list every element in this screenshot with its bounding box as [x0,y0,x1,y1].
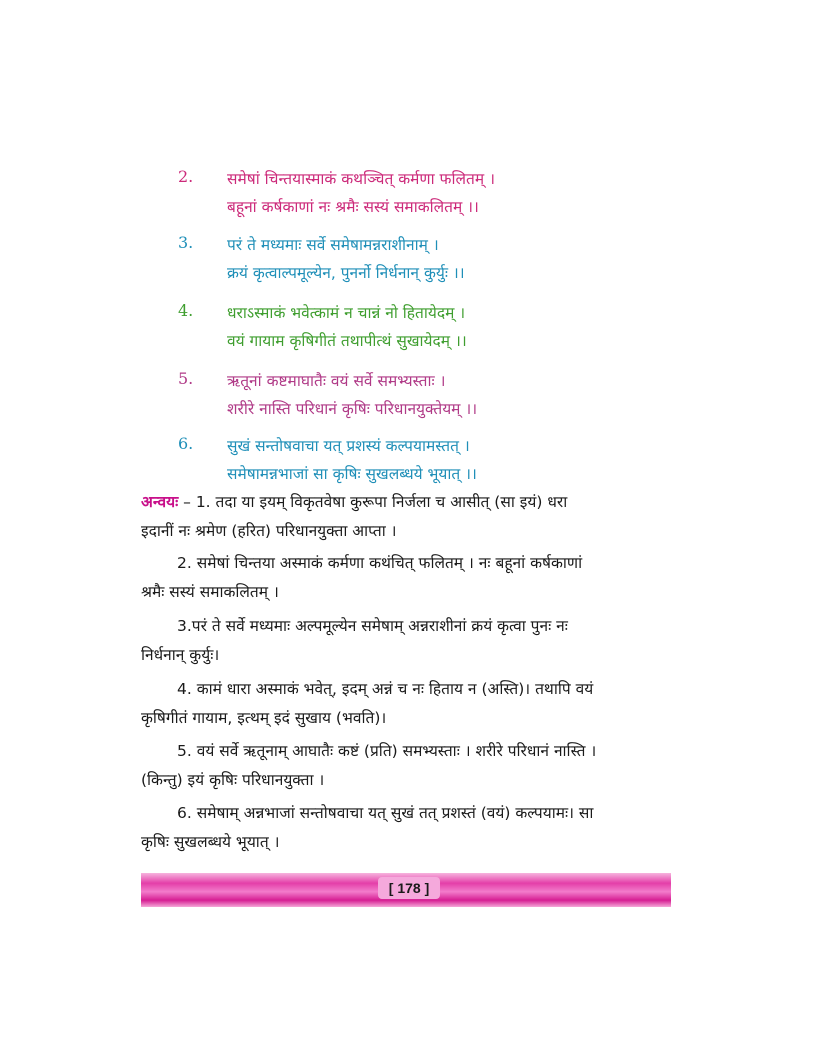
verse-number: 6. [178,434,194,453]
anvaya-paragraph-4 [141,675,673,733]
anvaya-text: 5. वयं सर्वे ऋतूनाम् आघातैः कष्टं (प्रति) समभ्यस्ताः । शरीरे परिधानं नास्ति । [177,742,597,760]
anvaya-paragraph-6 [141,799,673,857]
verse-line: ऋतूनां कष्टमाघातैः वयं सर्वे समभ्यस्ताः । [227,372,446,390]
verse-line: सुखं सन्तोषवाचा यत् प्रशस्यं कल्पयामस्तत् । [227,437,470,455]
anvaya-label: अन्वयः [141,493,179,511]
anvaya-text: 6. समेषाम् अन्नभाजां सन्तोषवाचा यत् सुखं तत् प्रशस्तं (वयं) कल्पयामः। सा [177,804,594,822]
verse-line: वयं गायाम कृषिगीतं तथापीत्थं सुखायेदम् ।। [227,332,467,350]
verse-line: शरीरे नास्ति परिधानं कृषिः परिधानयुक्तेयम् ।। [227,400,478,418]
verse-line: क्रयं कृत्वाल्पमूल्येन, पुनर्नो निर्धनान् कुर्युः ।। [227,264,465,282]
verse-number: 4. [178,301,194,320]
anvaya-text: कृषिगीतं गायाम, इत्थम् इदं सुखाय (भवति)। [141,709,387,727]
verse-number: 5. [178,369,194,388]
anvaya-text: 4. कामं धारा अस्माकं भवेत्, इदम् अन्नं च नः हिताय न (अस्ति)। तथापि वयं [177,680,594,698]
anvaya-text: कृषिः सुखलब्धये भूयात् । [141,833,280,851]
anvaya-text: 3.परं ते सर्वे मध्यमाः अल्पमूल्येन समेषाम् अन्नराशीनां क्रयं कृत्वा पुनः नः [177,617,568,635]
verse-number: 3. [178,233,194,252]
anvaya-paragraph-3 [141,612,673,670]
page-number: [ 178 ] [378,877,440,899]
anvaya-paragraph-5 [141,737,673,795]
anvaya-text: – 1. तदा या इयम् विकृतवेषा कुरूपा निर्जला च आसीत् (सा इयं) धरा [178,493,568,511]
anvaya-paragraph-2 [141,549,673,607]
verse-line: समेषां चिन्तयास्माकं कथञ्चित् कर्मणा फलितम् । [227,170,495,188]
verse-number: 2. [178,167,194,186]
verse-line: बहूनां कर्षकाणां नः श्रमैः सस्यं समाकलितम् ।। [227,198,479,216]
verse-line: धराऽस्माकं भवेत्कामं न चान्नं नो हितायेदम् । [227,304,466,322]
anvaya-text: 2. समेषां चिन्तया अस्माकं कर्मणा कथंचित् फलितम् । नः बहूनां कर्षकाणां [177,554,583,572]
anvaya-text: निर्धनान् कुर्युः। [141,646,220,664]
verse-line: समेषामन्नभाजां सा कृषिः सुखलब्धये भूयात् ।। [227,465,477,483]
verse-line: परं ते मध्यमाः सर्वे समेषामन्नराशीनाम् । [227,236,439,254]
anvaya-paragraph-1 [141,488,673,546]
anvaya-text: इदानीं नः श्रमेण (हरित) परिधानयुक्ता आप्ता । [141,522,397,540]
anvaya-text: (किन्तु) इयं कृषिः परिधानयुक्ता । [141,771,325,789]
anvaya-text: श्रमैः सस्यं समाकलितम् । [141,583,279,601]
